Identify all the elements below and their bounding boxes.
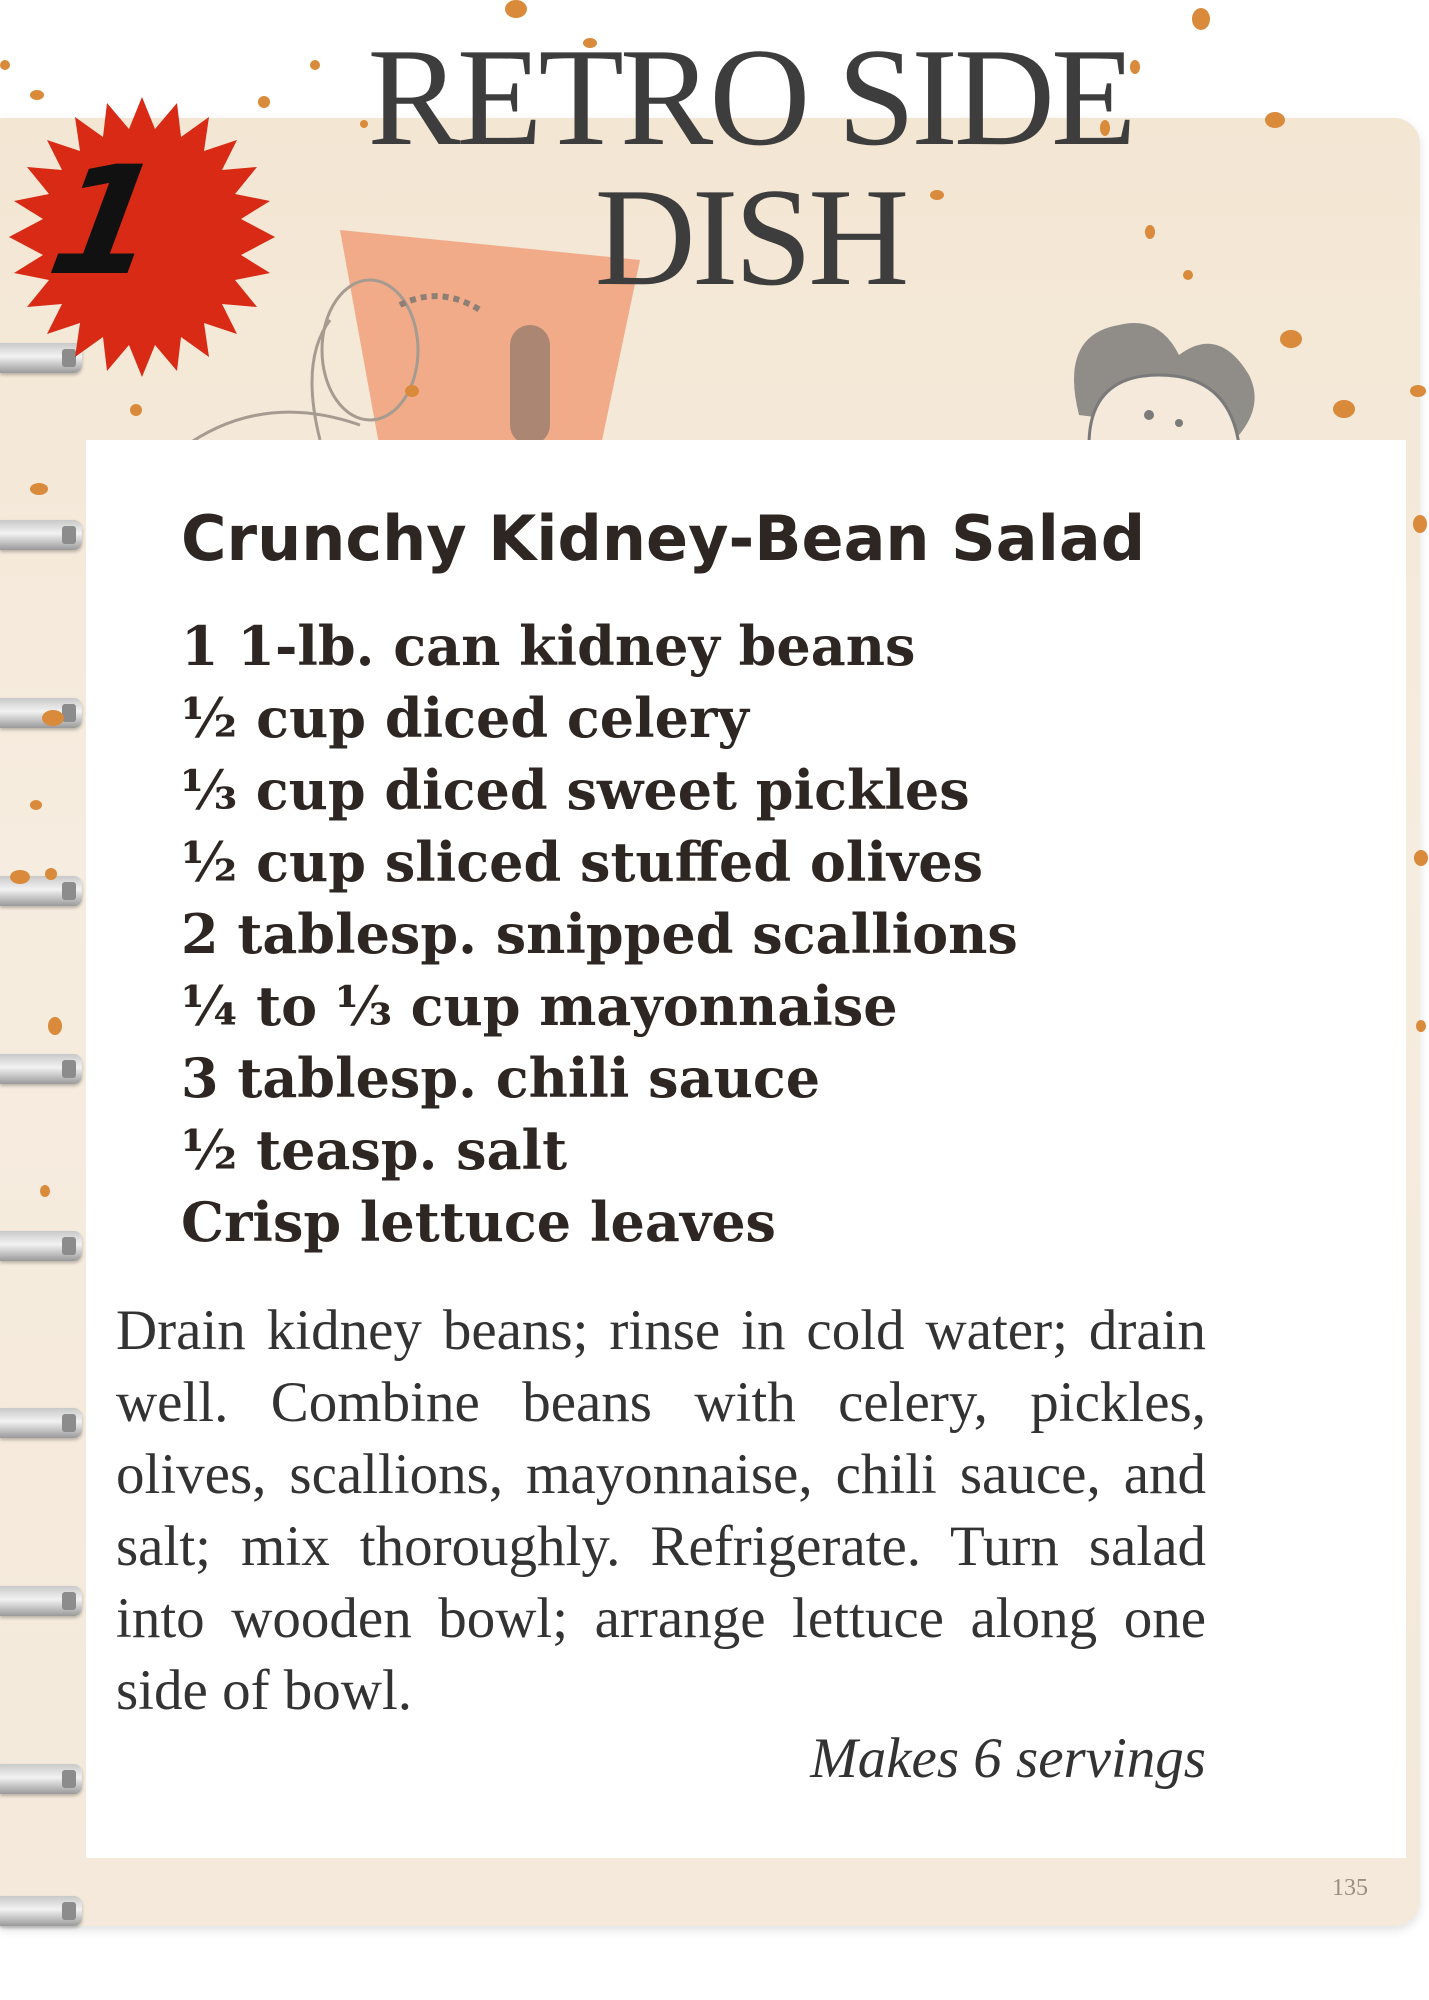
recipe-card — [86, 440, 1406, 1858]
binding-ring — [0, 1896, 82, 1926]
confetti-dot — [405, 385, 419, 397]
ingredient-item: ½ teasp. salt — [181, 1118, 568, 1182]
ingredient-item: ½ cup sliced stuffed olives — [181, 830, 984, 894]
confetti-dot — [42, 710, 64, 726]
recipe-directions: Drain kidney beans; rinse in cold water; drain well. Combine beans with celery, pickles, olives, scallions, mayonnaise, chili sauce, and salt; mix thoroughly. Refrigerate. Turn salad into wooden bowl; arrange lettuce along one side of bowl. — [116, 1299, 1206, 1722]
confetti-dot — [30, 483, 48, 495]
number-badge — [0, 95, 285, 380]
confetti-dot — [1414, 850, 1428, 866]
page-title — [300, 20, 1200, 315]
ingredient-item: ¼ to ⅓ cup mayonnaise — [181, 974, 898, 1038]
badge-number: 1 — [38, 134, 174, 309]
confetti-dot — [0, 60, 10, 70]
confetti-dot — [1333, 400, 1355, 418]
confetti-dot — [1416, 1020, 1426, 1032]
title-line-1: RETRO SIDE — [367, 20, 1133, 175]
confetti-dot — [1280, 330, 1302, 348]
ingredient-item: Crisp lettuce leaves — [181, 1190, 776, 1254]
vintage-chef-illustration — [1049, 305, 1299, 445]
ingredient-item: 3 tablesp. chili sauce — [181, 1046, 821, 1110]
ingredient-item: 1 1-lb. can kidney beans — [181, 614, 916, 678]
binding-ring — [0, 1764, 82, 1794]
recipe-title: Crunchy Kidney-Bean Salad — [181, 502, 1146, 575]
page-number: 135 — [1332, 1875, 1368, 1901]
confetti-dot — [40, 1185, 50, 1197]
binding-ring — [0, 520, 82, 550]
binding-ring — [0, 698, 82, 728]
ingredient-item: 2 tablesp. snipped scallions — [181, 902, 1018, 966]
confetti-dot — [1265, 112, 1285, 128]
confetti-dot — [1413, 515, 1427, 533]
ingredient-item: ½ cup diced celery — [181, 686, 749, 750]
confetti-dot — [10, 870, 30, 884]
confetti-dot — [505, 0, 527, 18]
binding-ring — [0, 1408, 82, 1438]
binding-ring — [0, 1054, 82, 1084]
confetti-dot — [1410, 385, 1426, 397]
confetti-dot — [130, 404, 142, 416]
binding-ring — [0, 1231, 82, 1261]
title-line-2: DISH — [594, 160, 906, 315]
binding-ring — [0, 1586, 82, 1616]
confetti-dot — [48, 1017, 62, 1035]
recipe-yield: Makes 6 servings — [810, 1727, 1206, 1790]
confetti-dot — [45, 868, 57, 880]
ingredient-list — [181, 610, 1018, 1258]
confetti-dot — [30, 800, 42, 810]
confetti-dot — [1192, 8, 1210, 30]
ingredient-item: ⅓ cup diced sweet pickles — [181, 758, 970, 822]
